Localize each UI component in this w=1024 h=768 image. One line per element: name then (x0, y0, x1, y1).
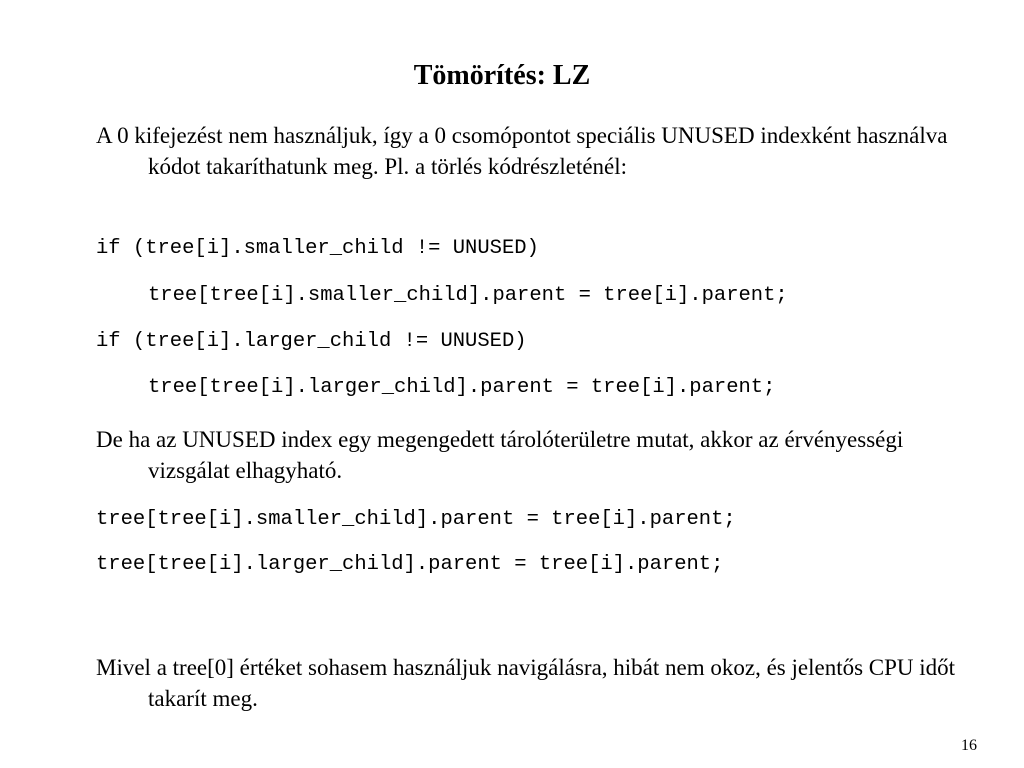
slide-title: Tömörítés: LZ (413, 60, 591, 91)
code-line-assign-larger-unchecked: tree[tree[i].larger_child].parent = tree[i].parent; (96, 553, 724, 576)
page-number: 16 (961, 737, 977, 754)
paragraph-unused-valid: De ha az UNUSED index egy megengedett tárolóterületre mutat, akkor az érvényességi vizsgálat elhagyható. (96, 427, 904, 483)
code-line-assign-larger: tree[tree[i].larger_child].parent = tree[i].parent; (148, 376, 776, 399)
code-line-if-smaller: if (tree[i].smaller_child != UNUSED) (96, 237, 539, 260)
paragraph-unused-index: A 0 kifejezést nem használjuk, így a 0 csomópontot speciális UNUSED indexként használva kódot takaríthatunk meg. Pl. a törlés kódrészleténél: (96, 123, 948, 179)
code-line-assign-smaller-unchecked: tree[tree[i].smaller_child].parent = tree[i].parent; (96, 508, 736, 531)
code-line-if-larger: if (tree[i].larger_child != UNUSED) (96, 330, 527, 353)
code-line-assign-smaller: tree[tree[i].smaller_child].parent = tree[i].parent; (148, 284, 788, 307)
paragraph-conclusion: Mivel a tree[0] értéket sohasem használjuk navigálásra, hibát nem okoz, és jelentős CPU időt takarít meg. (96, 655, 956, 711)
